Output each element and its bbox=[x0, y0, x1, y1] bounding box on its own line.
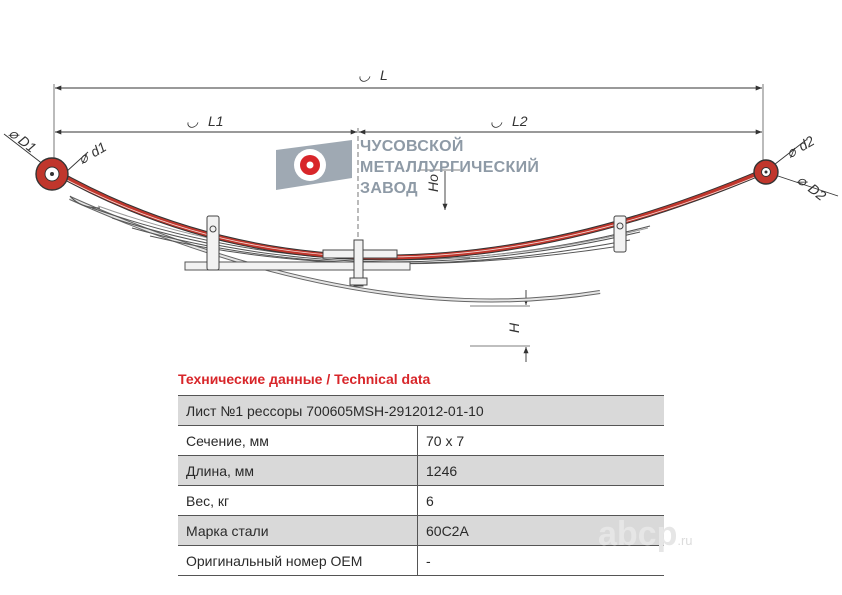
dim-L2-arc: ◡ bbox=[490, 113, 503, 129]
logo-line-2: МЕТАЛЛУРГИЧЕСКИЙ bbox=[360, 159, 540, 176]
right-clamp bbox=[614, 216, 626, 252]
table-row bbox=[178, 456, 664, 486]
dim-D1-symbol: ⌀ bbox=[5, 124, 23, 143]
dim-D2-symbol: ⌀ bbox=[794, 171, 811, 190]
dim-d1-symbol: ⌀ bbox=[75, 148, 91, 168]
dim-d1-label: d1 bbox=[87, 138, 109, 161]
technical-data-table bbox=[178, 395, 664, 576]
row-value: 70 x 7 bbox=[418, 426, 665, 456]
technical-data-title: Технические данные / Technical data bbox=[178, 371, 431, 387]
dim-L1-arc: ◡ bbox=[186, 113, 199, 129]
table-header-cell: Лист №1 рессоры 700605MSH-2912012-01-10 bbox=[178, 396, 664, 426]
dim-Ho-label: Ho bbox=[425, 174, 441, 192]
dim-D2-label: D2 bbox=[805, 180, 830, 204]
dim-L-arc: ◡ bbox=[358, 67, 371, 83]
row-value: 1246 bbox=[418, 456, 665, 486]
watermark bbox=[598, 515, 693, 554]
right-eye bbox=[754, 160, 778, 184]
left-clamp bbox=[207, 216, 219, 270]
watermark-suffix: .ru bbox=[677, 533, 693, 548]
row-value: - bbox=[418, 546, 665, 576]
manufacturer-logo bbox=[276, 136, 539, 197]
table-row bbox=[178, 546, 664, 576]
dim-L-label: L bbox=[380, 67, 388, 83]
table-row bbox=[178, 486, 664, 516]
row-value: 60С2А bbox=[418, 516, 665, 546]
dim-L2-label: L2 bbox=[512, 113, 528, 129]
row-label: Сечение, мм bbox=[178, 426, 418, 456]
dim-D1-label: D1 bbox=[15, 132, 40, 156]
table-header-row bbox=[178, 396, 664, 426]
left-eye bbox=[36, 158, 68, 190]
watermark-text: abcp bbox=[598, 515, 678, 553]
dim-L1-label: L1 bbox=[208, 113, 224, 129]
dim-H-label: H bbox=[506, 322, 522, 333]
row-label: Оригинальный номер OEM bbox=[178, 546, 418, 576]
row-label: Длина, мм bbox=[178, 456, 418, 486]
dim-d2-label: d2 bbox=[795, 132, 817, 155]
table-row bbox=[178, 426, 664, 456]
logo-line-3: ЗАВОД bbox=[360, 180, 418, 197]
logo-line-1: ЧУСОВСКОЙ bbox=[360, 138, 464, 155]
row-label: Вес, кг bbox=[178, 486, 418, 516]
table-row bbox=[178, 516, 664, 546]
row-label: Марка стали bbox=[178, 516, 418, 546]
row-value: 6 bbox=[418, 486, 665, 516]
dim-d2-symbol: ⌀ bbox=[783, 142, 799, 162]
